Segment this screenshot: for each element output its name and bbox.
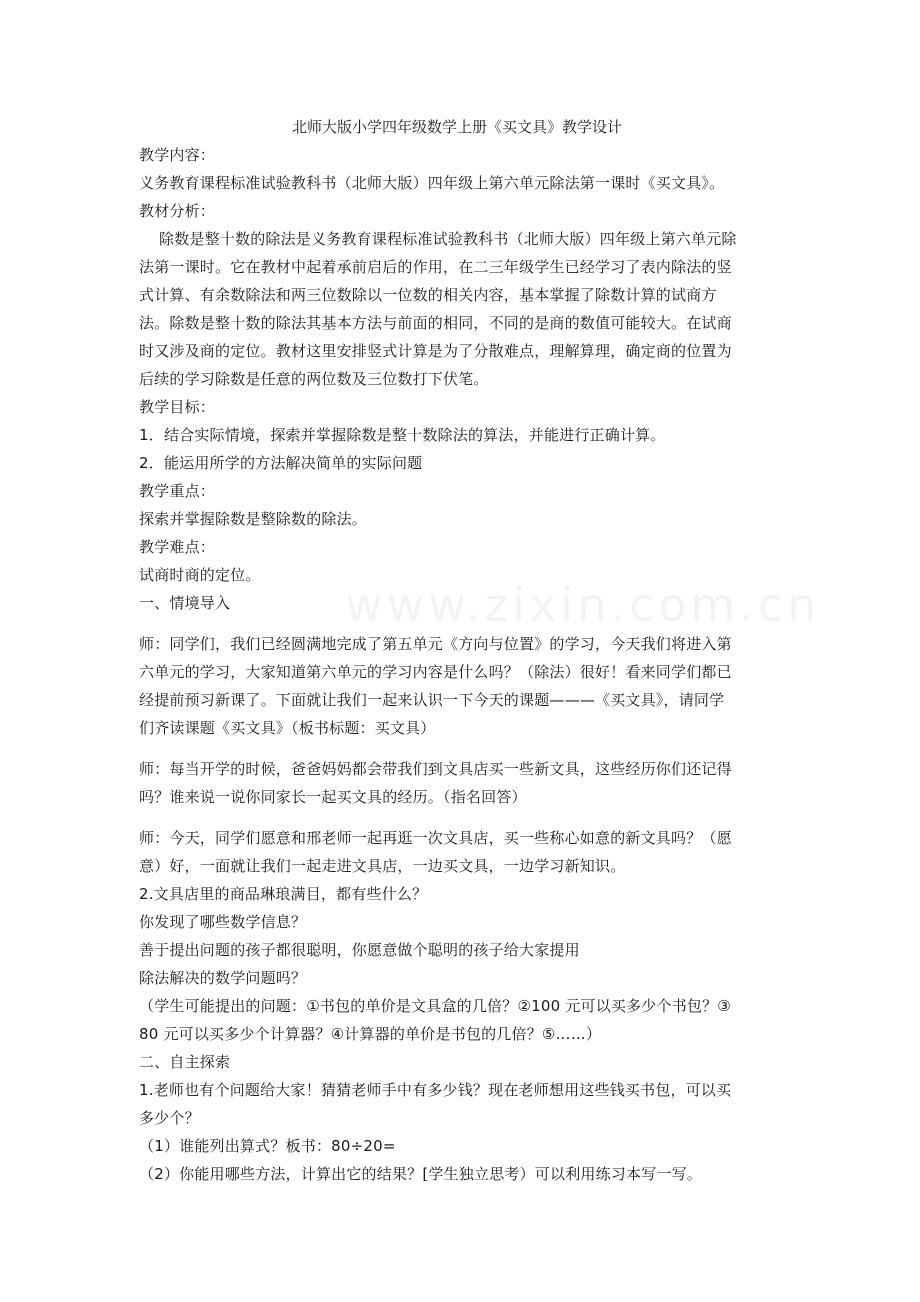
paragraph-line: 式计算、有余数除法和两三位数除以一位数的相关内容，基本掌握了除数计算的试商方 [139, 286, 717, 304]
paragraph-line: 师：每当开学的时候，爸爸妈妈都会带我们到文具店买一些新文具，这些经历你们还记得 [139, 760, 732, 778]
paragraph-line: （学生可能提出的问题：①书包的单价是文具盒的几倍？②100 元可以买多少个书包？③ [139, 997, 731, 1015]
paragraph-line: 多少个？ [139, 1109, 200, 1127]
paragraph-line: 义务教育课程标准试验教科书（北师大版）四年级上第六单元除法第一课时《买文具》。 [139, 174, 725, 192]
paragraph-line: 法。除数是整十数的除法其基本方法与前面的相同，不同的是商的数值可能较大。在试商 [139, 314, 732, 332]
paragraph-line: 吗？谁来说一说你同家长一起买文具的经历。（指名回答） [139, 788, 527, 806]
paragraph-line: 试商时商的定位。 [139, 566, 261, 584]
paragraph-gap [139, 617, 781, 630]
paragraph-line: 探索并掌握除数是整除数的除法。 [139, 510, 368, 528]
document-page [139, 113, 781, 1188]
heading-material-analysis: 教材分析： [139, 202, 216, 220]
heading-difficulties: 教学难点： [139, 538, 216, 556]
paragraph-line: 六单元的学习，大家知道第六单元的学习内容是什么吗？（除法）很好！看来同学们都已 [139, 663, 732, 681]
list-item: （2）你能用哪些方法，计算出它的结果？[学生独立思考）可以利用练习本写一写。 [139, 1165, 702, 1183]
paragraph-line: 经提前预习新课了。下面就让我们一起来认识一下今天的课题———《买文具》，请同学 [139, 691, 725, 709]
list-item: 2．能运用所学的方法解决简单的实际问题 [139, 454, 423, 472]
list-item: （1）谁能列出算式？板书：80÷20= [139, 1137, 396, 1155]
paragraph-line: 们齐读课题《买文具》（板书标题：买文具） [139, 719, 436, 737]
paragraph-line: 除数是整十数的除法是义务教育课程标准试验教科书（北师大版）四年级上第六单元除 [159, 230, 737, 248]
paragraph-line: 师：今天，同学们愿意和邢老师一起再逛一次文具店，买一些称心如意的新文具吗？（愿 [139, 829, 732, 847]
paragraph-line: 2.文具店里的商品琳琅满目，都有些什么？ [139, 885, 428, 903]
paragraph-line: 你发现了哪些数学信息？ [139, 913, 307, 931]
paragraph-line: 后续的学习除数是任意的两位数及三位数打下伏笔。 [139, 370, 489, 388]
paragraph-line: 1.老师也有个问题给大家！猜猜老师手中有多少钱？现在老师想用这些钱买书包，可以买 [139, 1081, 732, 1099]
document-title: 北师大版小学四年级数学上册《买文具》教学设计 [291, 118, 622, 136]
heading-key-points: 教学重点： [139, 482, 216, 500]
section-heading: 二、自主探索 [139, 1053, 231, 1071]
section-heading: 一、情境导入 [139, 594, 231, 612]
paragraph-gap [139, 742, 781, 755]
heading-teaching-content: 教学内容： [139, 146, 216, 164]
paragraph-gap [139, 811, 781, 824]
paragraph-line: 除法解决的数学问题吗？ [139, 969, 307, 987]
list-item: 1．结合实际情境，探索并掌握除数是整十数除法的算法，并能进行正确计算。 [139, 426, 666, 444]
heading-teaching-goals: 教学目标： [139, 398, 216, 416]
paragraph-line: 师：同学们，我们已经圆满地完成了第五单元《方向与位置》的学习，今天我们将进入第 [139, 635, 732, 653]
paragraph-line: 时又涉及商的定位。教材这里安排竖式计算是为了分散难点，理解算理，确定商的位置为 [139, 342, 732, 360]
paragraph-line: 80 元可以买多少个计算器？④计算器的单价是书包的几倍？⑤……） [139, 1025, 602, 1043]
paragraph-line: 法第一课时。它在教材中起着承前启后的作用，在二三年级学生已经学习了表内除法的竖 [139, 258, 732, 276]
paragraph-line: 意）好，一面就让我们一起走进文具店，一边买文具，一边学习新知识。 [139, 857, 626, 875]
paragraph-line: 善于提出问题的孩子都很聪明，你愿意做个聪明的孩子给大家提用 [139, 941, 580, 959]
